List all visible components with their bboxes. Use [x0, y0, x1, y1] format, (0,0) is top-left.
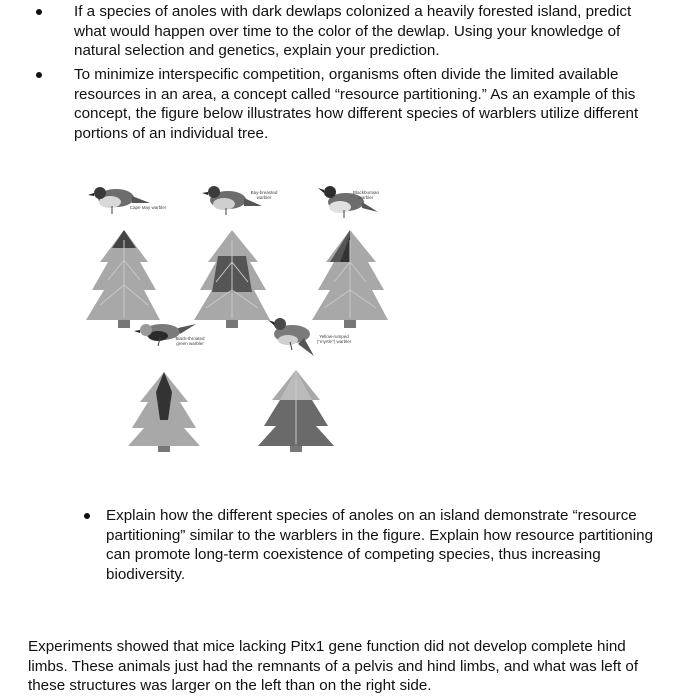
label-bay-breasted: Bay-breasted warbler [250, 190, 278, 200]
bird-yellow-rumped [268, 318, 314, 356]
tree-cape-may [86, 230, 160, 328]
question-resource-partitioning-text: To minimize interspecific competition, organisms often divide the limited available resources in an area, a concept called “resource partitioning.” As an example of this concept, the figure below illustrates how different species of warblers utilize different portions of an individual tree. [74, 66, 639, 142]
bullet-icon [84, 513, 90, 519]
question-anole-partitioning-text: Explain how the different species of anoles on an island demonstrate “resource partitioning” similar to the warblers in the figure. Explain how resource partitioning can promote long-term coexistence of competing species, thus increasing biodiversity. [106, 507, 654, 583]
question-dewlap-text: If a species of anoles with dark dewlaps colonized a heavily forested island, predict what would happen over time to the color of the dewlap. Using your knowledge of natural selection and genetics, explain your prediction. [74, 3, 632, 60]
label-cape-may: Cape May warbler [129, 205, 167, 210]
tree-bay-breasted [194, 230, 270, 328]
question-anole-partitioning [106, 506, 666, 584]
pitx1-paragraph: Experiments showed that mice lacking Pitx1 gene function did not develop complete hind limbs. These animals just had the remnants of a pelvis and hind limbs, and what was left of these structures was larger on the left than on the right side. [28, 638, 639, 695]
tree-black-throated-green [128, 372, 200, 452]
tree-blackburnian [312, 230, 388, 328]
tree-yellow-rumped [258, 370, 334, 452]
label-yellow-rumped: Yellow-rumped ("myrtle") warbler [316, 334, 352, 344]
label-black-throated-green: Black-throated green warbler [175, 336, 205, 346]
label-blackburnian: Blackburnian warbler [352, 190, 379, 200]
